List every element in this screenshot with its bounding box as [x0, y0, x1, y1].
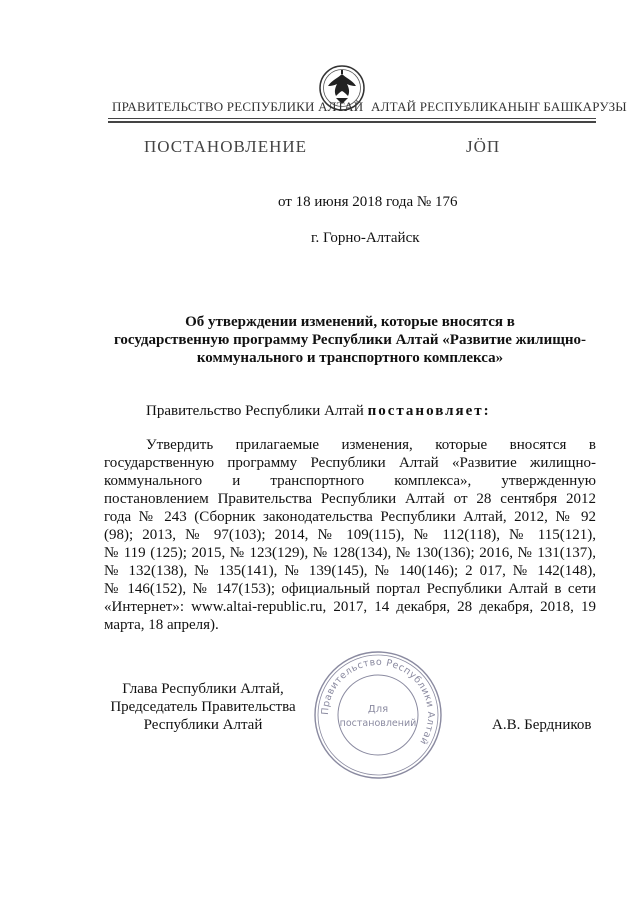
signatory-title — [108, 680, 298, 734]
signatory-title-line: Республики Алтай — [143, 717, 263, 733]
body-line: года № 243 (Сборник законодательства Республики Алтай, 2012, № 92 — [104, 509, 596, 525]
official-stamp — [312, 648, 444, 782]
stamp-outer-ring-inner — [318, 655, 438, 775]
decree-keyword: постановляет: — [367, 403, 491, 419]
subject-line: коммунального и транспортного комплекса» — [196, 350, 504, 366]
document-date-number: от 18 июня 2018 года № 176 — [278, 194, 458, 210]
body-line: постановлением Правительства Республики Алтай от 28 сентября 2012 — [104, 491, 596, 507]
stamp-ring-text: Правительство Республики Алтай — [319, 656, 437, 747]
body-line: «Интернет»: www.altai-republic.ru, 2017, 14 декабря, 28 декабря, 2018, 19 — [104, 599, 596, 615]
signatory-name: А.В. Бердников — [492, 717, 592, 733]
subject-line: государственную программу Республики Алтай «Развитие жилищно- — [113, 332, 587, 348]
body-line: коммунального и транспортного комплекса», утвержденную — [104, 473, 596, 489]
doc-type-russian: ПОСТАНОВЛЕНИЕ — [144, 137, 308, 156]
signatory-title-line: Председатель Правительства — [110, 699, 296, 715]
doc-type-altai: ЈӦП — [466, 137, 501, 156]
stamp-center-text-1: Для — [367, 704, 389, 715]
signatory-title-line: Глава Республики Алтай, — [122, 681, 284, 697]
document-subject — [100, 313, 600, 367]
stamp-center-text-2: постановлений — [339, 718, 417, 729]
subject-line: Об утверждении изменений, которые вносятся в — [185, 314, 515, 330]
document-body — [104, 436, 596, 634]
document-city: г. Горно-Алтайск — [311, 230, 420, 246]
header-rule-thick — [108, 121, 596, 123]
decree-statement — [146, 402, 491, 420]
body-line: Утвердить прилагаемые изменения, которые вносятся в — [146, 437, 596, 453]
decree-prefix: Правительство Республики Алтай — [146, 403, 368, 419]
stamp-outer-ring — [315, 652, 441, 778]
body-line: (98); 2013, № 97(103); 2014, № 109(115), № 112(118), № 115(121), — [104, 527, 596, 543]
stamp-inner-ring — [338, 675, 418, 755]
government-name-altai: АЛТАЙ РЕСПУБЛИКАНЫҤ БАШКАРУЗЫ — [371, 99, 627, 114]
body-line: государственную программу Республики Алтай «Развитие жилищно- — [104, 455, 596, 471]
body-line: марта, 18 апреля). — [104, 617, 219, 633]
body-line: № 119 (125); 2015, № 123(129), № 128(134), № 130(136); 2016, № 131(137), — [104, 545, 596, 561]
government-name-russian: ПРАВИТЕЛЬСТВО РЕСПУБЛИКИ АЛТАЙ — [112, 99, 364, 114]
body-line: № 146(152), № 147(153); официальный портал Республики Алтай в сети — [104, 581, 596, 597]
header-rule-thin — [108, 118, 596, 119]
body-line: № 132(138), № 135(141), № 139(145), № 140(146); 2 017, № 142(148), — [104, 563, 596, 579]
